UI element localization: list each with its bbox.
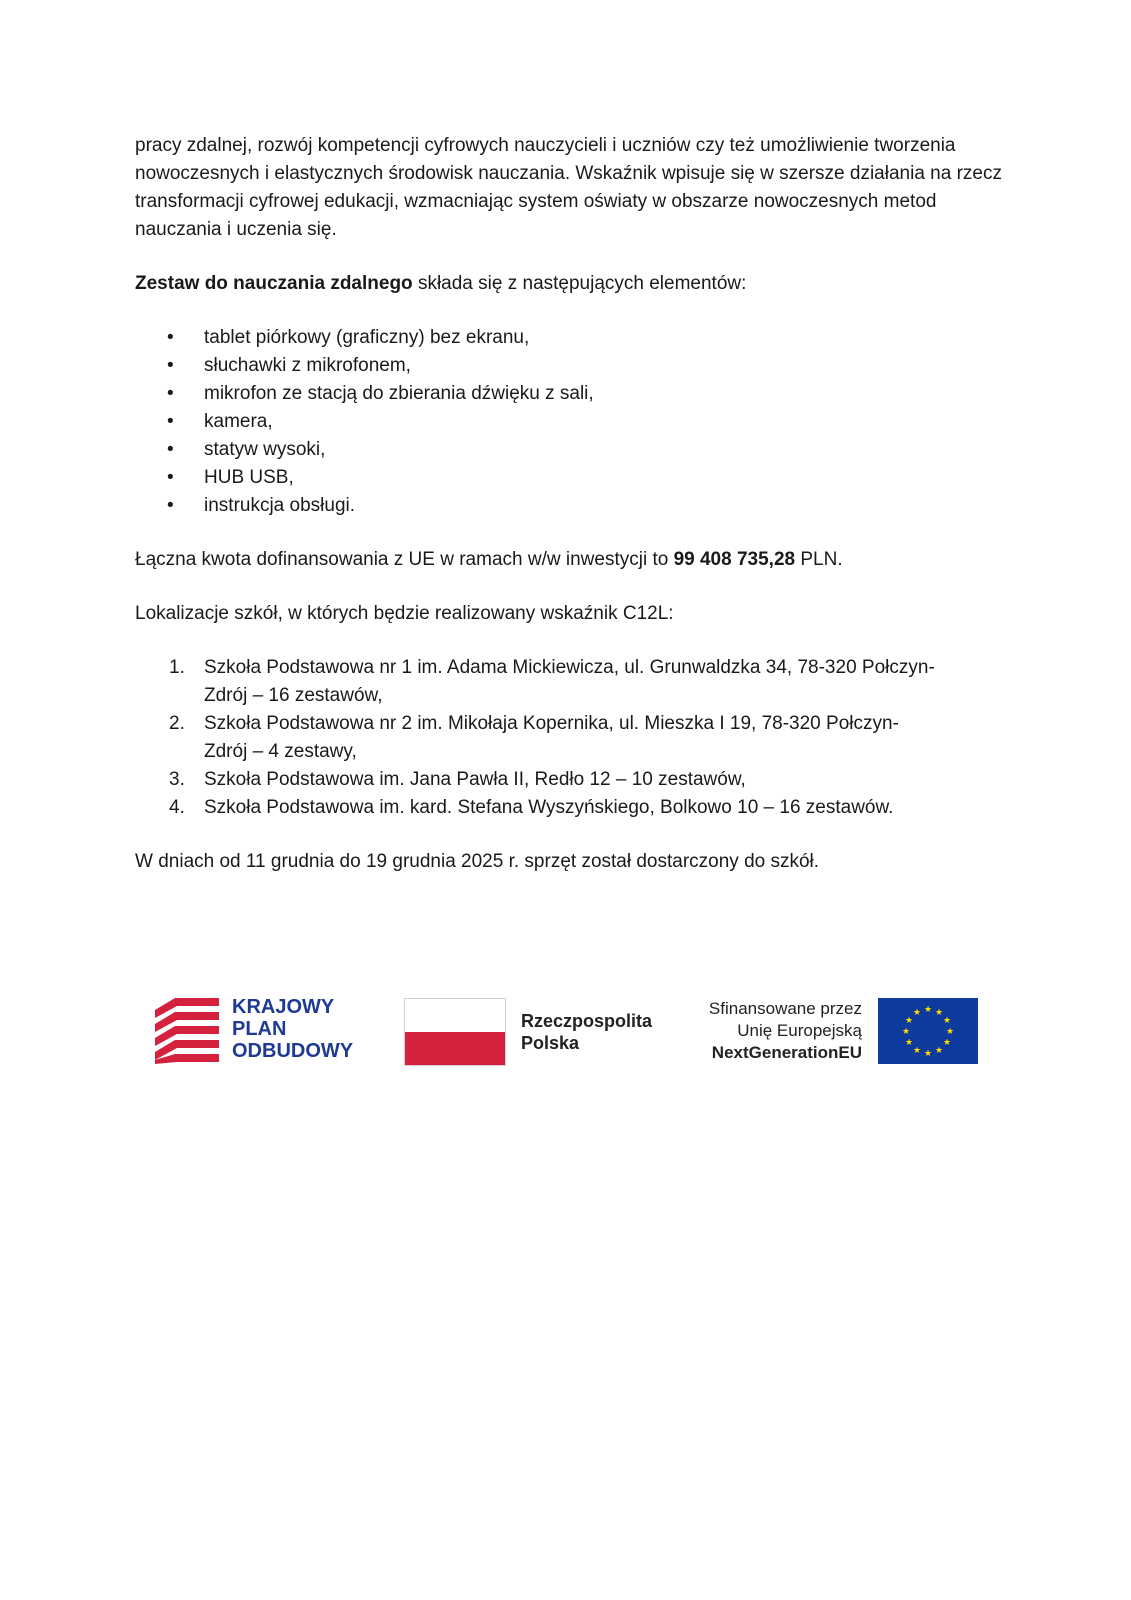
svg-text:★: ★ — [912, 1008, 922, 1018]
funding-prefix: Łączna kwota dofinansowania z UE w ramach w/w inwestycji to — [135, 549, 674, 570]
location-line: Szkoła Podstawowa nr 1 im. Adama Mickiewicza, ul. Grunwaldzka 34, 78-320 Połczyn- — [204, 657, 935, 678]
locations-intro: Lokalizacje szkół, w których będzie realizowany wskaźnik C12L: — [135, 603, 674, 624]
list-number: 2. — [169, 713, 185, 734]
svg-text:★: ★ — [904, 1016, 914, 1026]
kit-heading — [135, 270, 1005, 298]
svg-text:★: ★ — [904, 1038, 914, 1048]
locations-list — [135, 654, 1005, 822]
rp-logo-text — [521, 1010, 652, 1054]
list-number: 4. — [169, 797, 185, 818]
list-item — [135, 766, 1005, 794]
svg-text:★: ★ — [901, 1027, 911, 1037]
list-item — [135, 654, 1005, 710]
svg-text:★: ★ — [923, 1005, 933, 1015]
location-line: Zdrój – 4 zestawy, — [204, 741, 357, 762]
list-item: • tablet piórkowy (graficzny) bez ekranu, — [135, 324, 1005, 352]
rp-line: Rzeczpospolita — [521, 1011, 653, 1031]
funding-amount: 99 408 735,28 — [673, 549, 796, 570]
eu-line: Sfinansowane przez — [708, 999, 862, 1018]
svg-text:★: ★ — [912, 1046, 922, 1056]
list-item — [135, 794, 1005, 822]
location-line: Szkoła Podstawowa im. kard. Stefana Wyszyńskiego, Bolkowo 10 – 16 zestawów. — [204, 797, 894, 818]
kpo-logo-icon — [155, 996, 219, 1064]
eu-line: Unię Europejską — [737, 1021, 862, 1040]
document-body — [135, 132, 1005, 876]
list-number: 1. — [169, 657, 185, 678]
list-item: • statyw wysoki, — [135, 436, 1005, 464]
svg-text:★: ★ — [934, 1008, 944, 1018]
kpo-line: KRAJOWY — [232, 996, 335, 1018]
eu-logo-text — [640, 998, 862, 1064]
list-item: • mikrofon ze stacją do zbierania dźwięku z sali, — [135, 380, 1005, 408]
svg-text:★: ★ — [942, 1016, 952, 1026]
location-line: Szkoła Podstawowa im. Jana Pawła II, Redło 12 – 10 zestawów, — [204, 769, 746, 790]
svg-text:★: ★ — [923, 1049, 933, 1059]
list-item: • kamera, — [135, 408, 1005, 436]
location-line: Zdrój – 16 zestawów, — [204, 685, 383, 706]
polish-flag-icon — [404, 998, 506, 1066]
kpo-line: ODBUDOWY — [232, 1040, 354, 1062]
eu-line: NextGenerationEU — [711, 1043, 862, 1062]
location-line: Szkoła Podstawowa nr 2 im. Mikołaja Kopernika, ul. Mieszka I 19, 78-320 Połczyn- — [204, 713, 899, 734]
list-item — [135, 710, 1005, 766]
eu-stars-icon — [878, 998, 978, 1064]
delivery-paragraph: W dniach od 11 grudnia do 19 grudnia 2025 r. sprzęt został dostarczony do szkół. — [135, 851, 820, 872]
kit-title-rest: składa się z następujących elementów: — [412, 273, 747, 294]
funding-paragraph — [135, 546, 1005, 574]
list-item: • słuchawki z mikrofonem, — [135, 352, 1005, 380]
svg-text:★: ★ — [942, 1038, 952, 1048]
svg-text:★: ★ — [945, 1027, 955, 1037]
list-item: • HUB USB, — [135, 464, 1005, 492]
list-number: 3. — [169, 769, 185, 790]
list-item: • instrukcja obsługi. — [135, 492, 1005, 520]
kit-title-bold: Zestaw do nauczania zdalnego — [135, 273, 413, 294]
kpo-logo-text — [232, 996, 353, 1062]
svg-text:★: ★ — [934, 1046, 944, 1056]
kit-items-list — [135, 324, 1005, 520]
rp-line: Polska — [521, 1033, 580, 1053]
kpo-line: PLAN — [232, 1018, 287, 1040]
funding-suffix: PLN. — [795, 549, 843, 570]
intro-paragraph: pracy zdalnej, rozwój kompetencji cyfrowych nauczycieli i uczniów czy też umożliwienie tworzenia nowoczesnych i elastycznych środowisk nauczania. Wskaźnik wpisuje się w szersze działania na rzecz transformacji cyfrowej edukacji, wzmacniając system oświaty w obszarze nowoczesnych metod nauczania i uczenia się. — [135, 135, 1002, 240]
eu-flag-icon — [878, 998, 978, 1064]
